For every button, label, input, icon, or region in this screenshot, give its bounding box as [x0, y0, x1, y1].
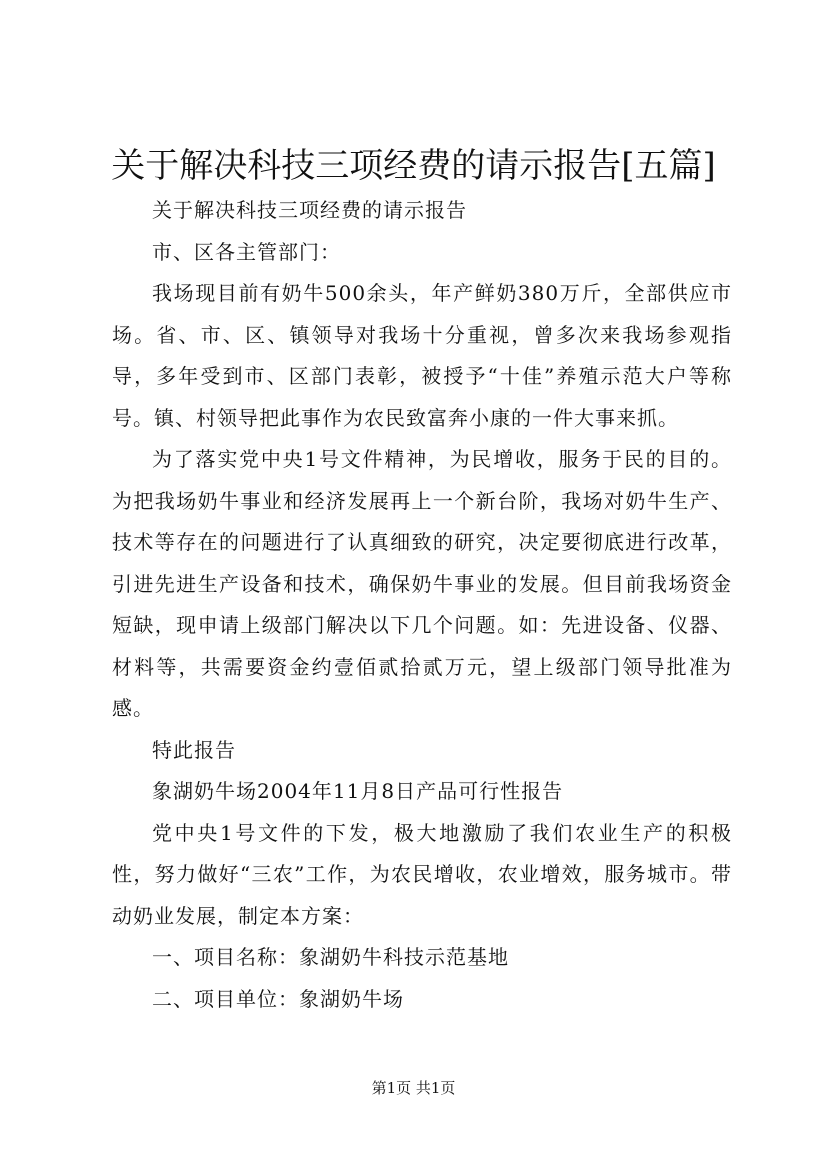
page-footer: 第1页 共1页 — [371, 1079, 456, 1097]
paragraph-feasibility-heading: 象湖奶牛场2004年11月8日产品可行性报告 — [152, 779, 564, 803]
paragraph-project-name: 一、项目名称：象湖奶牛科技示范基地 — [152, 945, 509, 969]
document-body — [112, 190, 732, 1020]
paragraph-closing: 特此报告 — [152, 737, 236, 762]
document-title: 关于解决科技三项经费的请示报告[五篇] — [111, 146, 716, 186]
paragraph-project-unit: 二、项目单位：象湖奶牛场 — [152, 986, 404, 1011]
paragraph-policy: 党中央1号文件的下发，极大地激励了我们农业生产的积极性，努力做好“三农”工作，为农民增收，农业增效，服务城市。带动奶业发展，制定本方案： — [112, 820, 732, 928]
paragraph-funding-request: 为了落实党中央1号文件精神，为民增收，服务于民的目的。为把我场奶牛事业和经济发展再上一个新台阶，我场对奶牛生产、技术等存在的问题进行了认真细致的研究，决定要彻底进行改革，引进先进生产设备和技术，确保奶牛事业的发展。但目前我场资金短缺，现申请上级部门解决以下几个问题。如：先进设备、仪器、材料等，共需要资金约壹佰贰拾贰万元，望上级部门领导批准为感。 — [112, 447, 732, 720]
paragraph-farm-intro: 我场现目前有奶牛500余头，年产鲜奶380万斤，全部供应市场。省、市、区、镇领导对我场十分重视，曾多次来我场参观指导，多年受到市、区部门表彰，被授予“十佳”养殖示范大户等称号。镇、村领导把此事作为农民致富奔小康的一件大事来抓。 — [112, 281, 732, 430]
paragraph-salutation: 市、区各主管部门： — [152, 239, 341, 264]
paragraph-subtitle: 关于解决科技三项经费的请示报告 — [152, 198, 467, 222]
